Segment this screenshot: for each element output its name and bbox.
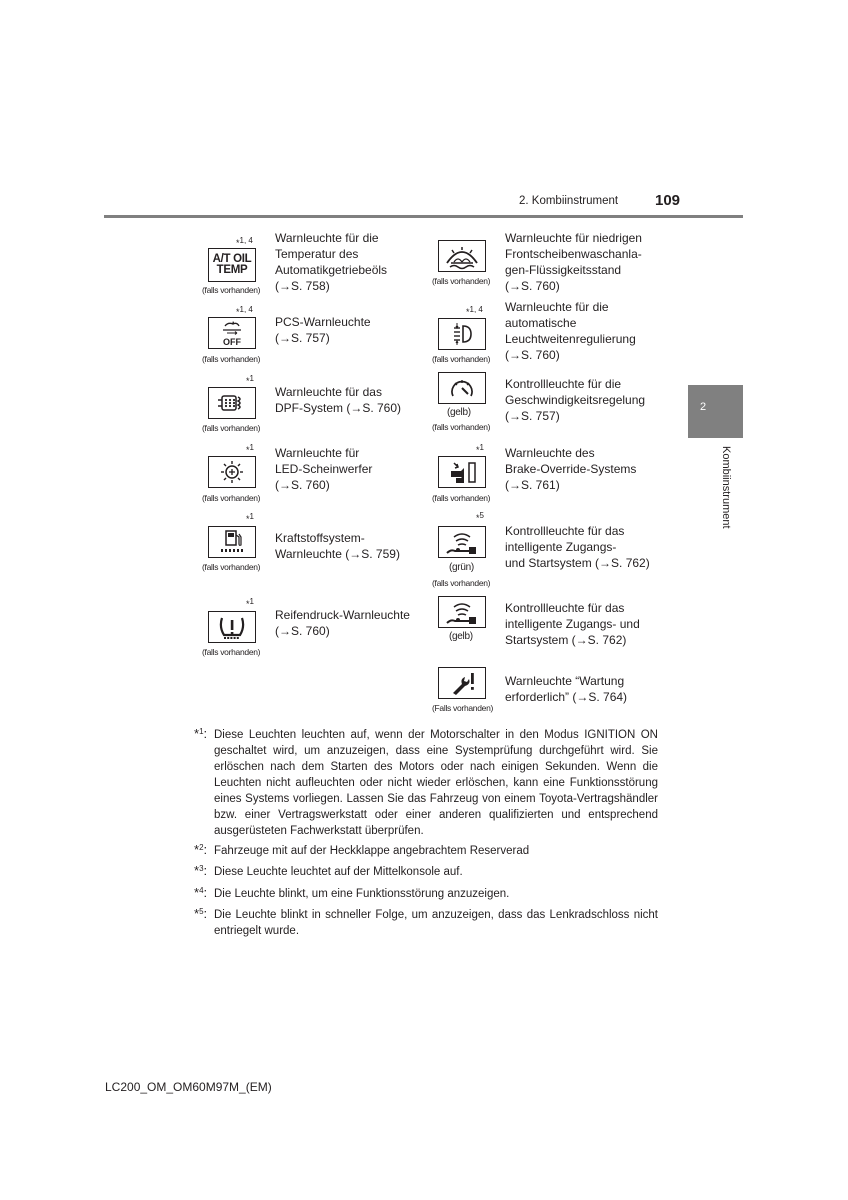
footnote-ref: *1 — [246, 512, 254, 524]
chapter-label: Kombiinstrument — [720, 446, 732, 529]
footnote-ref: *1 — [246, 443, 254, 455]
tire-pressure-icon — [208, 611, 256, 643]
warning-description: Warnleuchte für die Temperatur des Automatikgetriebeöls (→S. 758) — [275, 231, 388, 293]
warning-description: Warnleuchte des Brake-Override-Systems (→S. 761) — [505, 446, 637, 492]
icon-text-off: OFF — [223, 337, 241, 347]
footnote — [194, 907, 658, 939]
footnote-text: Diese Leuchte leuchtet auf der Mittelkonsole auf. — [214, 866, 463, 878]
warning-description: Warnleuchte für niedrigen Frontscheibenwaschanla- gen-Flüssigkeitsstand (→S. 760) — [505, 231, 642, 293]
washer-fluid-icon — [438, 240, 486, 272]
speed-control-icon — [438, 372, 486, 404]
section-title: 2. Kombiinstrument — [519, 195, 619, 207]
document-id: LC200_OM_OM60M97M_(EM) — [105, 1080, 272, 1094]
dpf-icon — [208, 387, 256, 419]
warning-description: Warnleuchte für LED-Scheinwerfer (→S. 760) — [275, 446, 373, 492]
color-note: (gelb) — [447, 407, 471, 418]
availability-note: (falls vorhanden) — [202, 562, 261, 572]
footnote-ref: *1, 4 — [236, 305, 253, 317]
page-number: 109 — [655, 192, 681, 209]
pcs-off-icon — [208, 317, 256, 349]
availability-note: (falls vorhanden) — [202, 285, 261, 295]
brake-override-icon — [438, 456, 486, 488]
smart-key-green-icon — [438, 526, 486, 558]
footnote-text: Fahrzeuge mit auf der Heckklappe angebrachtem Reserverad — [214, 845, 530, 857]
footnote-ref: *1 — [246, 597, 254, 609]
warning-description: PCS-Warnleuchte (→S. 757) — [275, 315, 371, 345]
at-oil-temp-icon — [208, 248, 256, 282]
headlight-leveling-icon — [438, 318, 486, 350]
warning-description: Kraftstoffsystem- Warnleuchte (→S. 759) — [275, 531, 400, 561]
availability-note: (falls vorhanden) — [432, 578, 491, 588]
availability-note: (falls vorhanden) — [202, 647, 261, 657]
footnote — [194, 886, 658, 902]
warning-description: Reifendruck-Warnleuchte (→S. 760) — [275, 608, 410, 638]
warning-description: Kontrollleuchte für das intelligente Zugangs- und Startsystem (→S. 762) — [505, 524, 650, 570]
availability-note: (falls vorhanden) — [432, 276, 491, 286]
footnote-ref: *1 — [246, 374, 254, 386]
availability-note: (falls vorhanden) — [432, 493, 491, 503]
chapter-tab[interactable] — [688, 385, 743, 438]
availability-note: (falls vorhanden) — [432, 354, 491, 364]
availability-note: (falls vorhanden) — [202, 493, 261, 503]
footnote-marker: *$^1$: — [194, 726, 208, 741]
icon-text-line: A/T OIL — [212, 253, 252, 265]
footnote-marker: *$^4$: — [194, 885, 208, 900]
availability-note: (falls vorhanden) — [202, 423, 261, 433]
fuel-system-icon — [208, 526, 256, 558]
icon-text-line: TEMP — [216, 264, 248, 276]
availability-note: (Falls vorhanden) — [432, 703, 494, 713]
footnote-marker: *$^3$: — [194, 863, 208, 878]
smart-key-yellow-icon — [438, 596, 486, 628]
warning-description: Warnleuchte für das DPF-System (→S. 760) — [275, 385, 402, 415]
warning-description: Kontrollleuchte für das intelligente Zugangs- und Startsystem (→S. 762) — [505, 601, 640, 647]
footnote-text: Diese Leuchten leuchten auf, wenn der Motorschalter in den Modus IGNITION ON geschaltet wird, um anzuzeigen, dass eine Systemprüfung durchgeführt wird. Sie erlöschen nach dem Starten des Motors oder nach einigen Sekunden. Wenn die Leuchten nicht aufleuchten oder nicht wieder erlöschen, kann eine Funktionsstörung eines Systems vorliegen. Lassen Sie das Fahrzeug von einem Toyota-Vertragshändler bzw. einer Vertragswerkstatt oder einer anderen qualifizierten und entsprechend ausgerüsteten Fachwerkstatt überprüfen. — [214, 729, 658, 837]
footnote-marker: *$^2$: — [194, 842, 208, 857]
footnote-text: Die Leuchte blinkt in schneller Folge, um anzuzeigen, dass das Lenkradschloss nicht entriegelt wurde. — [214, 909, 658, 937]
footnote-ref: *1 — [476, 443, 484, 455]
warning-description: Warnleuchte “Wartung erforderlich” (→S. 764) — [505, 674, 628, 704]
warning-description: Warnleuchte für die automatische Leuchtweitenregulierung (→S. 760) — [505, 300, 636, 362]
availability-note: (falls vorhanden) — [432, 422, 491, 432]
chapter-number: 2 — [700, 401, 707, 413]
color-note: (grün) — [449, 562, 474, 573]
footnote-text: Die Leuchte blinkt, um eine Funktionsstörung anzuzeigen. — [214, 888, 510, 900]
footnote-ref: *1, 4 — [466, 305, 483, 317]
footnote — [194, 727, 658, 839]
availability-note: (falls vorhanden) — [202, 354, 261, 364]
footnote-marker: *$^5$: — [194, 906, 208, 921]
footnote-ref: *5 — [476, 511, 484, 523]
footnote-ref: *1, 4 — [236, 236, 253, 248]
maintenance-required-icon — [438, 667, 486, 699]
warning-description: Kontrollleuchte für die Geschwindigkeitsregelung (→S. 757) — [505, 377, 646, 423]
color-note: (gelb) — [449, 631, 473, 642]
footnote — [194, 843, 658, 859]
header-rule — [104, 215, 743, 218]
footnote — [194, 864, 658, 880]
led-headlight-icon — [208, 456, 256, 488]
